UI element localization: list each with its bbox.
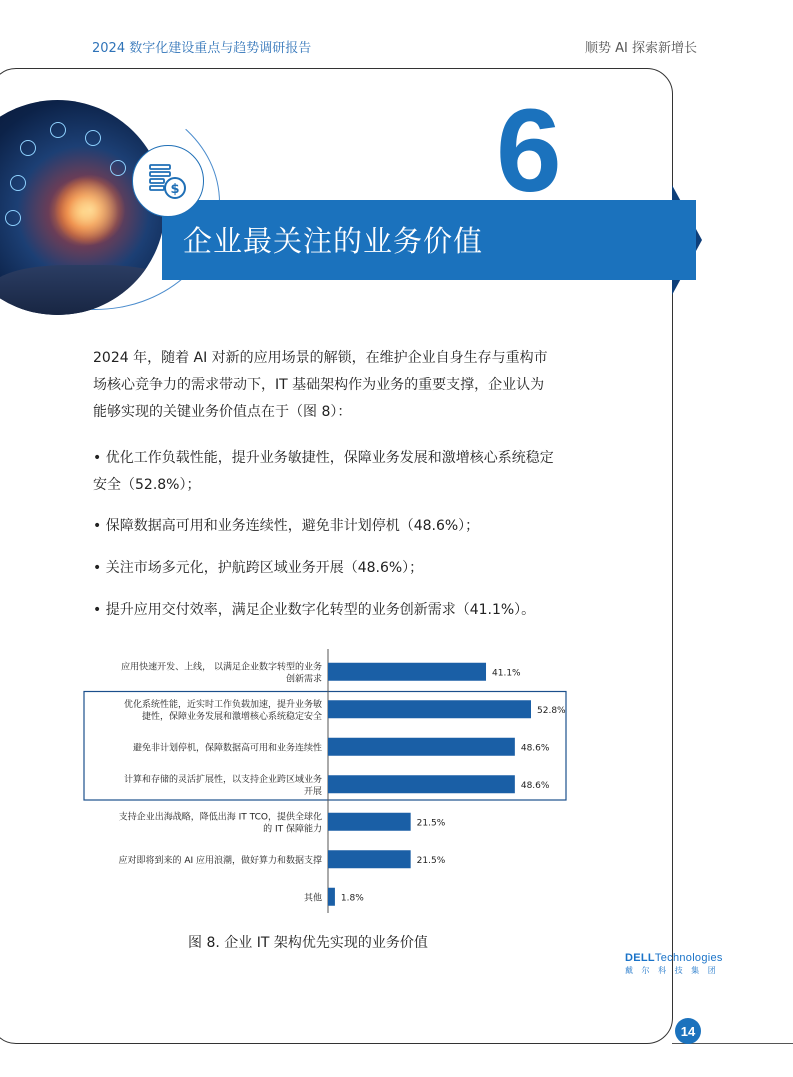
- hand-shape: [0, 265, 165, 315]
- finance-list-dollar-icon: [132, 145, 204, 217]
- bar: [328, 663, 486, 681]
- figure-caption: 图 8. 企业 IT 架构优先实现的业务价值: [188, 935, 428, 951]
- category-label: 应对即将到来的 AI 应用浪潮，做好算力和数据支撑: [118, 855, 322, 866]
- category-label: 开展: [303, 786, 322, 797]
- category-label: 其他: [303, 893, 322, 904]
- bullet-item: • 优化工作负载性能，提升业务敏捷性，保障业务发展和激增核心系统稳定安全（52.8%）；: [93, 450, 554, 493]
- glow-light: [55, 175, 125, 245]
- dell-technologies-logo: [625, 952, 723, 976]
- report-title-header: 2024 数字化建设重点与趋势调研报告: [92, 41, 312, 56]
- bar: [328, 775, 515, 793]
- category-label: 的 IT 保障能力: [263, 824, 322, 835]
- network-node-icon: [50, 122, 66, 138]
- section-title: 企业最关注的业务价值: [183, 224, 484, 258]
- category-label: 创新需求: [285, 674, 322, 685]
- network-node-icon: [85, 130, 101, 146]
- category-label: 避免非计划停机，保障数据高可用和业务连续性: [132, 743, 322, 754]
- category-label: 计算和存储的灵活扩展性，以支持企业跨区域业务: [123, 774, 322, 785]
- logo-brand: DELL: [625, 952, 655, 964]
- network-node-icon: [110, 160, 126, 176]
- intro-paragraph: 2024 年，随着 AI 对新的应用场景的解锁，在维护企业自身生存与重构市场核心竞争力的需求带动下，IT 基础架构作为业务的重要支撑，企业认为能够实现的关键业务价值点在于（图 8）：: [93, 350, 548, 420]
- data-label: 21.5%: [416, 855, 446, 866]
- section-number: 6: [496, 85, 562, 217]
- bar: [328, 738, 515, 756]
- report-slogan-header: 顺势 AI 探索新增长: [585, 41, 697, 56]
- network-node-icon: [20, 140, 36, 156]
- bar: [328, 888, 335, 906]
- bullet-item: • 保障数据高可用和业务连续性，避免非计划停机（48.6%）；: [93, 518, 480, 534]
- data-label: 48.6%: [520, 743, 550, 754]
- network-node-icon: [5, 210, 21, 226]
- bar: [328, 850, 411, 868]
- logo-suffix: Technologies: [654, 952, 723, 964]
- data-label: 48.6%: [520, 780, 550, 791]
- bar: [328, 813, 411, 831]
- data-label: 41.1%: [492, 668, 521, 679]
- data-label: 21.5%: [416, 818, 446, 829]
- bar: [328, 700, 531, 718]
- bullet-item: • 关注市场多元化，护航跨区域业务开展（48.6%）；: [93, 560, 424, 576]
- chart-svg: [60, 645, 580, 915]
- data-label: 52.8%: [537, 705, 566, 716]
- bullet-item: • 提升应用交付效率，满足企业数字化转型的业务创新需求（41.1%）。: [93, 602, 536, 618]
- page-number: 14: [675, 1018, 701, 1044]
- category-label: 优化系统性能，近实时工作负载加速，提升业务敏: [123, 699, 322, 710]
- category-label: 应用快速开发、上线， 以满足企业数字转型的业务: [121, 662, 322, 673]
- category-label: 支持企业出海战略，降低出海 IT TCO，提供全球化: [118, 812, 322, 823]
- svg-text:$: $: [170, 182, 180, 197]
- logo-chinese: 戴 尔 科 技 集 团: [625, 966, 719, 975]
- network-node-icon: [10, 175, 26, 191]
- band-extension: [672, 200, 696, 280]
- category-label: 捷性，保障业务发展和激增核心系统稳定安全: [141, 711, 322, 722]
- data-label: 1.8%: [340, 893, 364, 904]
- business-value-bar-chart: [60, 645, 580, 915]
